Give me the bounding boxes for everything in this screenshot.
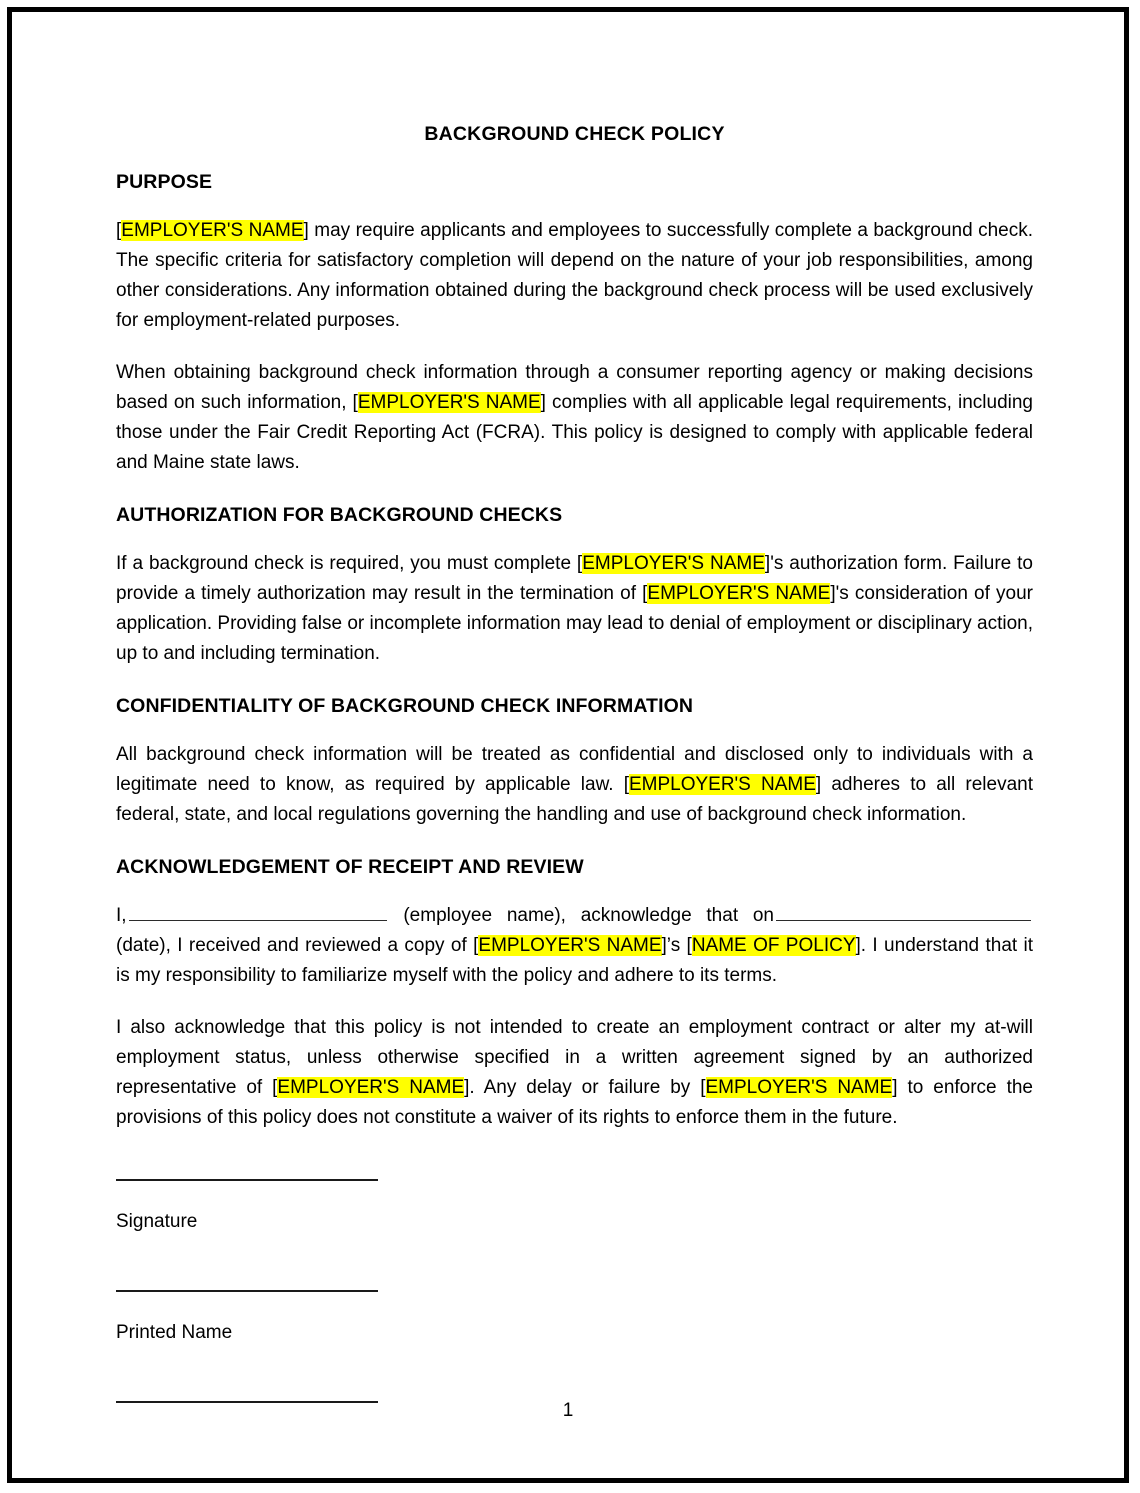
- placeholder-employer-name: EMPLOYER'S NAME: [705, 1077, 893, 1098]
- placeholder-policy-name: NAME OF POLICY: [691, 935, 856, 956]
- placeholder-employer-name: EMPLOYER'S NAME: [357, 392, 541, 413]
- paragraph-text: ]. I understand that it is my responsibility to familiarize myself with the policy and adhere to its terms.: [116, 935, 1034, 986]
- placeholder-employer-name: EMPLOYER'S NAME: [647, 583, 831, 604]
- purpose-paragraph-1: [116, 216, 1033, 336]
- heading-purpose: PURPOSE: [116, 171, 213, 193]
- paragraph-text: All background check information will be treated as confidential and disclosed only to individuals with a legitimate need to know, as required by applicable law. [: [116, 744, 1033, 795]
- confidentiality-paragraph-1: [116, 740, 1033, 830]
- spacer: [116, 1133, 1033, 1179]
- page-number: 1: [562, 1400, 574, 1421]
- spacer: [116, 718, 1033, 740]
- spacer: [116, 1346, 1033, 1401]
- placeholder-employer-name: EMPLOYER'S NAME: [582, 553, 765, 574]
- bracket-open: [: [116, 220, 122, 241]
- spacer: [116, 1292, 1033, 1320]
- spacer: [116, 1181, 1033, 1209]
- paragraph-text: ] adheres to all relevant federal, state, and local regulations governing the handling and use of background check information.: [116, 774, 1033, 825]
- placeholder-employer-name: EMPLOYER'S NAME: [277, 1077, 465, 1098]
- paragraph-text: (employee name), acknowledge that on: [403, 905, 775, 926]
- spacer: [116, 991, 1033, 1013]
- paragraph-text: ]’s [: [661, 935, 692, 956]
- employee-name-blank[interactable]: [129, 903, 387, 921]
- spacer: [116, 478, 1033, 504]
- document-page: [7, 7, 1129, 1483]
- spacer: [116, 669, 1033, 695]
- date-blank[interactable]: [776, 903, 1031, 921]
- purpose-paragraph-2: [116, 358, 1033, 478]
- paragraph-text: When obtaining background check information through a consumer reporting agency or making decisions based on such information, [: [116, 362, 1033, 413]
- spacer: [116, 830, 1033, 856]
- spacer: [116, 336, 1033, 358]
- paragraph-text: ] to enforce the provisions of this policy does not constitute a waiver of its rights to enforce them in the future.: [116, 1077, 1033, 1128]
- placeholder-employer-name: EMPLOYER'S NAME: [478, 935, 662, 956]
- spacer: [116, 146, 1033, 171]
- spacer: [116, 194, 1033, 216]
- heading-confidentiality: CONFIDENTIALITY OF BACKGROUND CHECK INFORMATION: [116, 695, 694, 717]
- paragraph-text: ]'s authorization form. Failure to provide a timely authorization may result in the termination of [: [116, 553, 1033, 604]
- document-body: [116, 12, 1033, 1478]
- acknowledgement-paragraph-2: [116, 1013, 1033, 1133]
- heading-authorization: AUTHORIZATION FOR BACKGROUND CHECKS: [116, 504, 563, 526]
- paragraph-text: ] complies with all applicable legal requirements, including those under the Fair Credit Reporting Act (FCRA). This policy is designed to comply with applicable federal and Maine state laws.: [116, 392, 1033, 473]
- heading-acknowledgement: ACKNOWLEDGEMENT OF RECEIPT AND REVIEW: [116, 856, 584, 878]
- spacer: [116, 879, 1033, 901]
- spacer: [116, 527, 1033, 549]
- page-title: BACKGROUND CHECK POLICY: [424, 123, 725, 145]
- paragraph-text: (date), I received and reviewed a copy of [: [116, 935, 479, 956]
- paragraph-text: If a background check is required, you must complete [: [116, 553, 583, 574]
- printed-name-label: Printed Name: [116, 1322, 233, 1343]
- placeholder-employer-name: EMPLOYER'S NAME: [628, 774, 816, 795]
- paragraph-text: I,: [116, 905, 127, 926]
- paragraph-text: ]'s consideration of your application. Providing false or incomplete information may lead to denial of employment or disciplinary action, up to and including termination.: [116, 583, 1033, 664]
- acknowledgement-paragraph-1: [116, 901, 1033, 991]
- paragraph-text: ]. Any delay or failure by [: [464, 1077, 706, 1098]
- placeholder-employer-name: EMPLOYER'S NAME: [121, 220, 304, 241]
- spacer: [116, 1235, 1033, 1290]
- paragraph-text: I also acknowledge that this policy is not intended to create an employment contract or alter my at-will employment status, unless otherwise specified in a written agreement signed by an authorized representative of [: [116, 1017, 1033, 1098]
- authorization-paragraph-1: [116, 549, 1033, 669]
- paragraph-text: ] may require applicants and employees to successfully complete a background check. The specific criteria for satisfactory completion will depend on the nature of your job responsibilities, among other considerations. Any information obtained during the background check process will be used exclusively for employment-related purposes.: [116, 220, 1033, 331]
- signature-label: Signature: [116, 1211, 198, 1232]
- signature-block: [116, 1133, 1033, 1403]
